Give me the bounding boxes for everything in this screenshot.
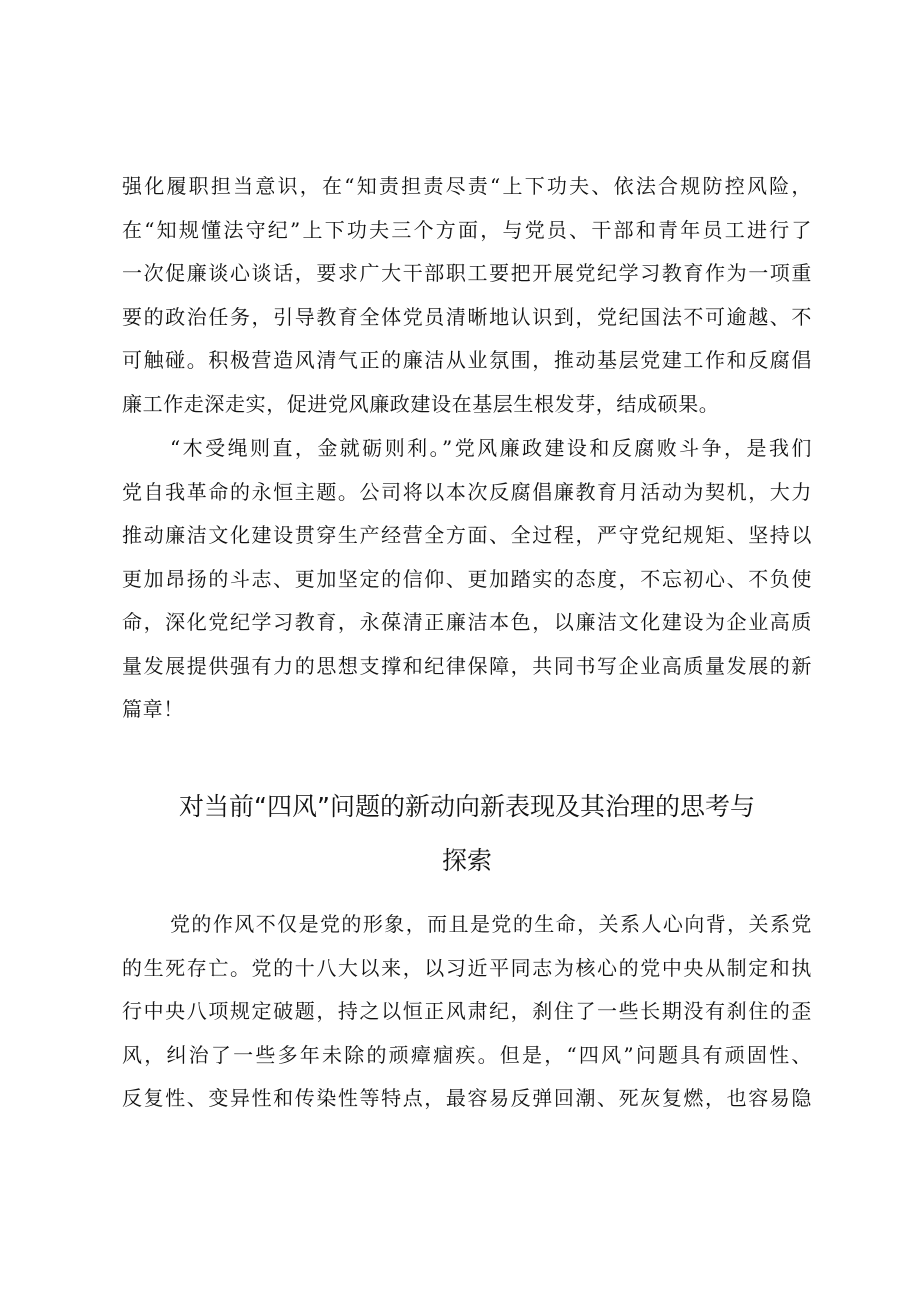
paragraph-line: 量发展提供强有力的思想支撑和纪律保障，共同书写企业高质量发展的新: [122, 653, 812, 678]
paragraph-line: 一次促廉谈心谈话，要求广大干部职工要把开展党纪学习教育作为一项重: [122, 261, 812, 285]
paragraph-line: 行中央八项规定破题，持之以恒正风肃纪，刹住了一些长期没有刹住的歪: [122, 999, 812, 1023]
paragraph-line: 在“知规懂法守纪”上下功夫三个方面，与党员、干部和青年员工进行了: [122, 217, 812, 242]
section-heading: [122, 780, 812, 888]
paragraph-line: 的生死存亡。党的十八大以来，以习近平同志为核心的党中央从制定和执: [122, 955, 812, 980]
paragraph-line: “木受绳则直，金就砺则利。”党风廉政建设和反腐败斗争，是我们: [170, 436, 812, 460]
paragraph-line: 强化履职担当意识，在“知责担责尽责“上下功夫、依法合规防控风险，: [122, 174, 812, 198]
paragraph-line: 可触碰。积极营造风清气正的廉洁从业氛围，推动基层党建工作和反腐倡: [122, 348, 812, 372]
heading-line: 对当前“四风”问题的新动向新表现及其治理的思考与: [179, 792, 755, 821]
paragraph-line: 反复性、变异性和传染性等特点，最容易反弹回潮、死灰复燃，也容易隐: [122, 1086, 812, 1110]
paragraph-line: 推动廉洁文化建设贯穿生产经营全方面、全过程，严守党纪规矩、坚持以: [122, 523, 812, 547]
paragraph-line: 廉工作走深走实，促进党风廉政建设在基层生根发芽，结成硕果。: [122, 391, 720, 416]
heading-line: 探索: [441, 846, 492, 875]
paragraph-2: [122, 427, 812, 732]
paragraph-1: [122, 165, 812, 426]
paragraph-line: 篇章！: [122, 697, 184, 721]
paragraph-line: 党的作风不仅是党的形象，而且是党的生命，关系人心向背，关系党: [170, 912, 812, 936]
paragraph-line: 命，深化党纪学习教育，永葆清正廉洁本色，以廉洁文化建设为企业高质: [122, 610, 812, 634]
paragraph-line: 要的政治任务，引导教育全体党员清晰地认识到，党纪国法不可逾越、不: [122, 304, 812, 329]
paragraph-line: 更加昂扬的斗志、更加坚定的信仰、更加踏实的态度，不忘初心、不负使: [122, 566, 812, 591]
paragraph-3: [122, 903, 812, 1121]
paragraph-line: 党自我革命的永恒主题。公司将以本次反腐倡廉教育月活动为契机，大力: [122, 479, 812, 504]
paragraph-line: 风，纠治了一些多年未除的顽瘴痼疾。但是，“四风”问题具有顽固性、: [122, 1042, 812, 1067]
